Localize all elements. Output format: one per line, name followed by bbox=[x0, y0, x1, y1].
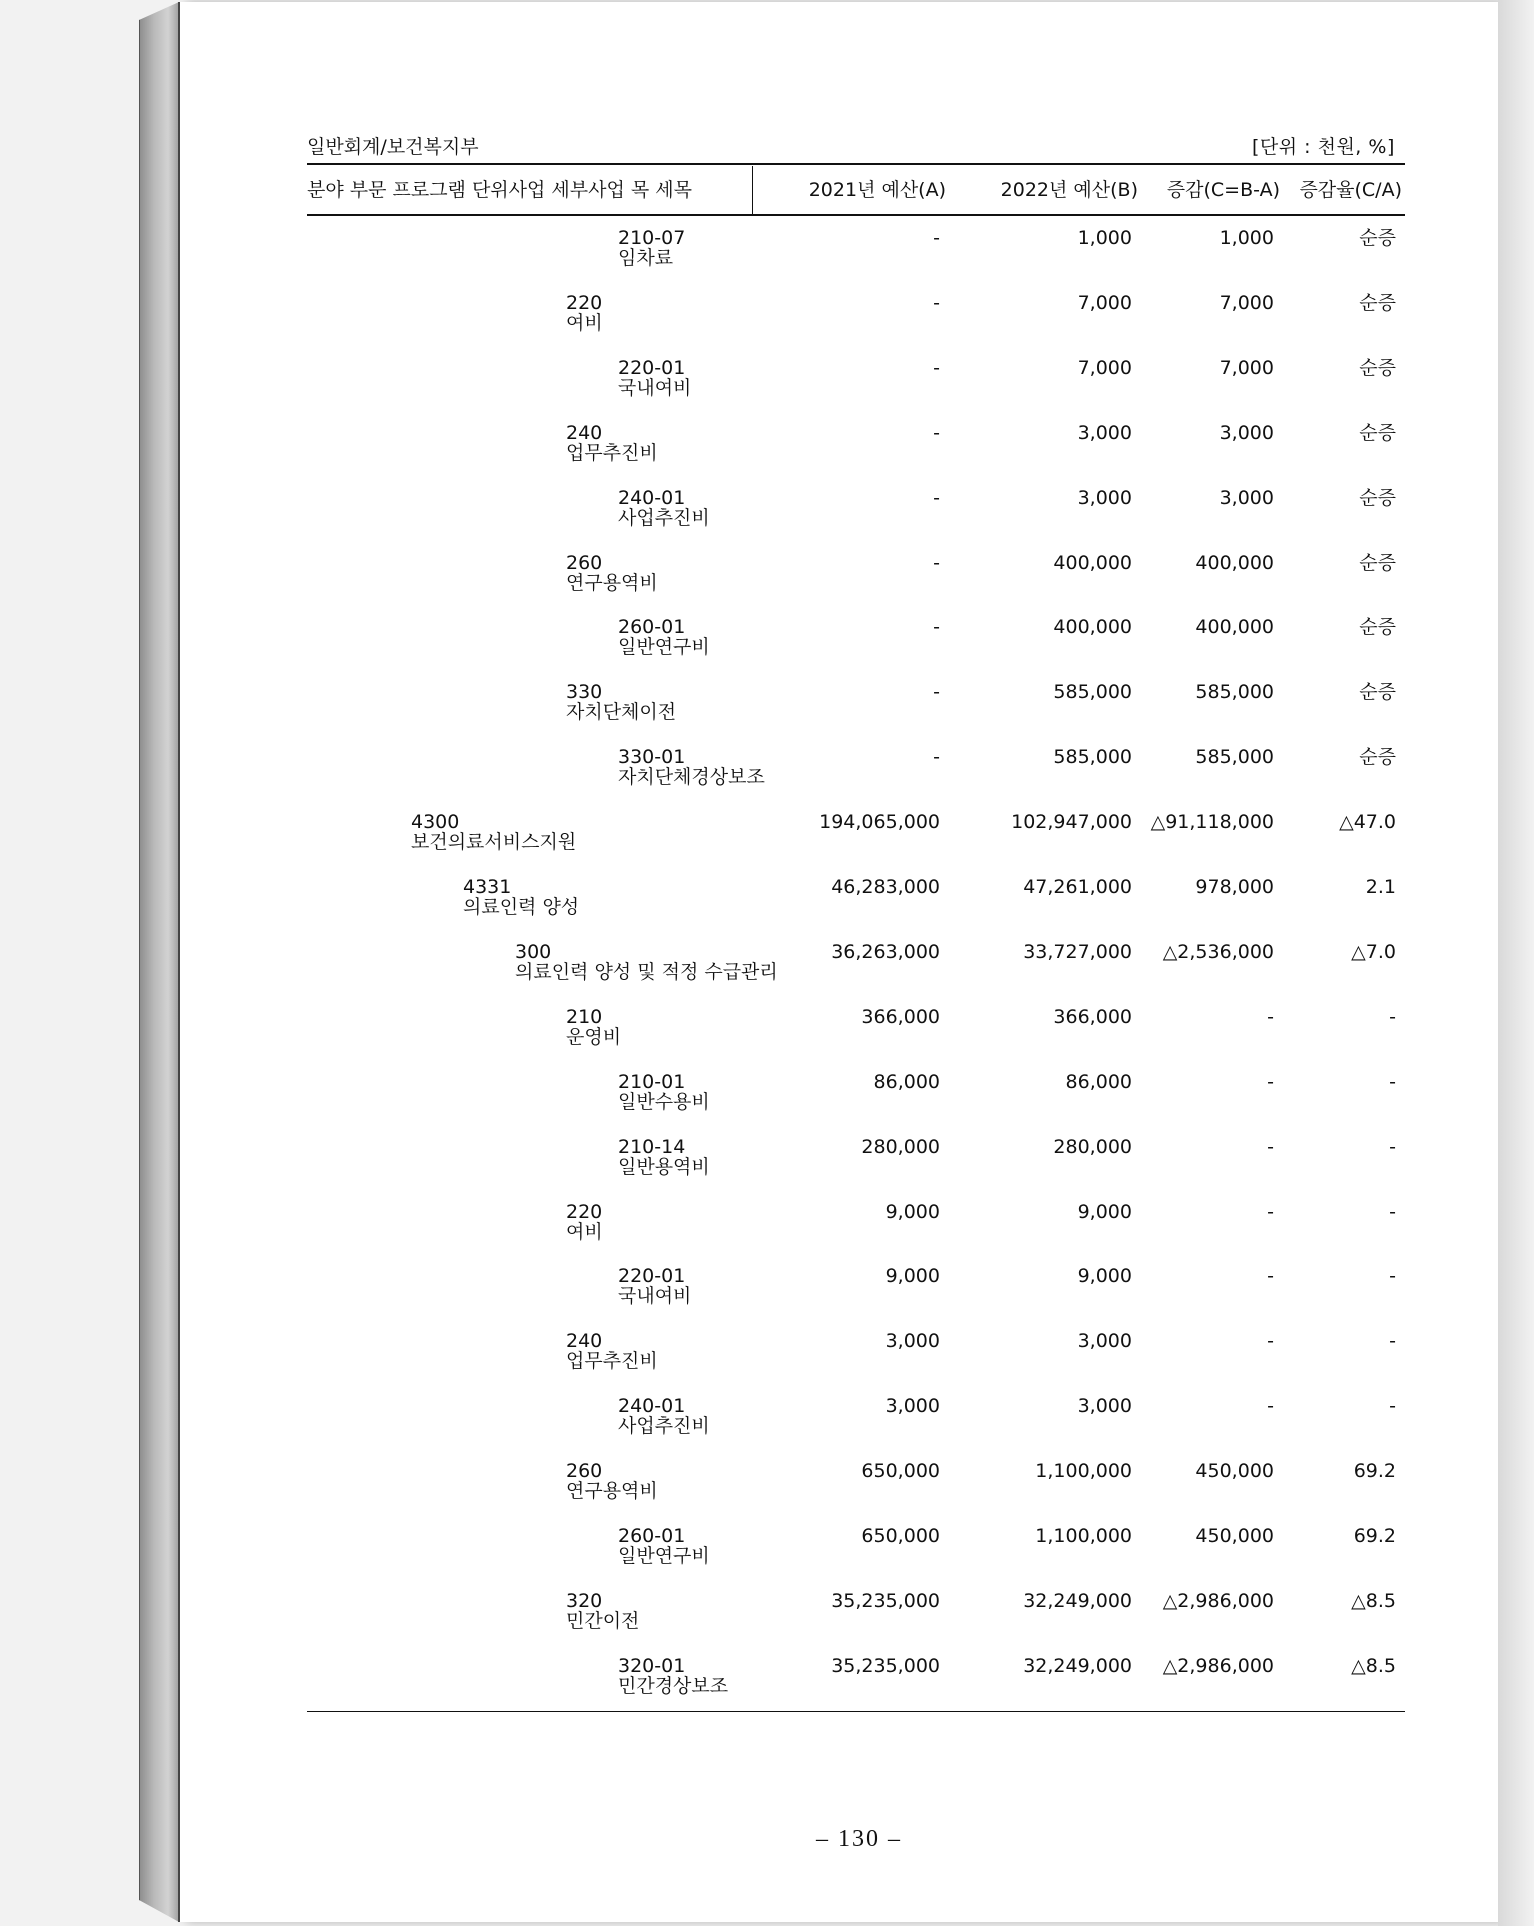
cell-change-rate: △8.5 bbox=[1351, 1654, 1396, 1677]
cell-change: 1,000 bbox=[1219, 227, 1274, 249]
row-name: 여비 bbox=[566, 1220, 603, 1243]
row-name: 여비 bbox=[566, 311, 603, 334]
column-header-change-rate: 증감율(C/A) bbox=[1299, 179, 1402, 201]
cell-change-rate: 순증 bbox=[1359, 616, 1396, 639]
cell-2021-budget: 3,000 bbox=[885, 1330, 940, 1353]
cell-2022-budget: 1,000 bbox=[1077, 227, 1132, 249]
row-name: 민간이전 bbox=[566, 1609, 640, 1632]
cell-change: 978,000 bbox=[1195, 876, 1274, 898]
cell-2022-budget: 32,249,000 bbox=[1023, 1589, 1132, 1612]
cell-2022-budget: 366,000 bbox=[1053, 1005, 1132, 1028]
row-name: 사업추진비 bbox=[618, 1415, 710, 1438]
cell-2022-budget: 9,000 bbox=[1077, 1200, 1132, 1223]
column-header-change: 증감(C=B-A) bbox=[1166, 179, 1280, 201]
cell-2021-budget: - bbox=[933, 486, 940, 509]
cell-change-rate: 순증 bbox=[1359, 681, 1396, 704]
cell-2022-budget: 1,100,000 bbox=[1035, 1525, 1132, 1547]
row-name: 국내여비 bbox=[618, 1285, 692, 1308]
cell-2022-budget: 3,000 bbox=[1077, 1395, 1132, 1418]
cell-2021-budget: 9,000 bbox=[885, 1200, 940, 1223]
row-name: 업무추진비 bbox=[566, 1350, 658, 1373]
cell-2021-budget: 46,283,000 bbox=[831, 876, 940, 898]
row-code: 210-01 bbox=[618, 1070, 686, 1093]
cell-change-rate: - bbox=[1389, 1395, 1396, 1418]
table-bottom-rule bbox=[307, 1711, 1405, 1712]
cell-change: 3,000 bbox=[1219, 486, 1274, 509]
row-code: 220-01 bbox=[618, 1265, 686, 1288]
cell-2021-budget: 86,000 bbox=[873, 1070, 940, 1093]
row-code: 4300 bbox=[411, 811, 460, 834]
cell-change-rate: - bbox=[1389, 1265, 1396, 1288]
ministry-header: 일반회계/보건복지부 bbox=[307, 136, 479, 158]
row-name: 업무추진비 bbox=[566, 441, 658, 464]
row-name: 보건의료서비스지원 bbox=[411, 831, 577, 854]
row-name: 사업추진비 bbox=[618, 506, 710, 529]
cell-change: - bbox=[1267, 1200, 1274, 1223]
column-header-category: 분야 부문 프로그램 단위사업 세부사업 목 세목 bbox=[307, 179, 692, 201]
row-code: 320-01 bbox=[618, 1654, 686, 1677]
cell-change: 400,000 bbox=[1195, 616, 1274, 639]
cell-2021-budget: 366,000 bbox=[861, 1005, 940, 1028]
row-code: 210-14 bbox=[618, 1135, 686, 1158]
cell-2022-budget: 47,261,000 bbox=[1023, 876, 1132, 898]
cell-change: 585,000 bbox=[1195, 746, 1274, 769]
column-header-2022: 2022년 예산(B) bbox=[1000, 179, 1138, 201]
cell-change-rate: - bbox=[1389, 1330, 1396, 1353]
cell-change-rate: 순증 bbox=[1359, 486, 1396, 509]
cell-2022-budget: 7,000 bbox=[1077, 356, 1132, 379]
cell-2022-budget: 400,000 bbox=[1053, 616, 1132, 639]
cell-change: 585,000 bbox=[1195, 681, 1274, 704]
row-name: 일반연구비 bbox=[618, 636, 710, 659]
cell-change-rate: 순증 bbox=[1359, 421, 1396, 444]
row-code: 260 bbox=[566, 551, 603, 574]
cell-change: 7,000 bbox=[1219, 356, 1274, 379]
cell-change-rate: 순증 bbox=[1359, 227, 1396, 249]
row-name: 의료인력 양성 및 적정 수급관리 bbox=[515, 960, 778, 983]
row-code: 210 bbox=[566, 1005, 603, 1028]
cell-2022-budget: 3,000 bbox=[1077, 486, 1132, 509]
row-name: 의료인력 양성 bbox=[463, 896, 580, 918]
cell-change: △2,986,000 bbox=[1162, 1654, 1274, 1677]
cell-2022-budget: 1,100,000 bbox=[1035, 1460, 1132, 1483]
cell-2022-budget: 86,000 bbox=[1065, 1070, 1132, 1093]
row-name: 자치단체이전 bbox=[566, 701, 677, 724]
row-name: 연구용역비 bbox=[566, 571, 658, 594]
cell-2021-budget: - bbox=[933, 681, 940, 704]
row-code: 330-01 bbox=[618, 746, 686, 769]
cell-change-rate: △7.0 bbox=[1351, 940, 1396, 963]
cell-change-rate: 2.1 bbox=[1365, 876, 1396, 898]
cell-change: 3,000 bbox=[1219, 421, 1274, 444]
row-code: 260 bbox=[566, 1460, 603, 1483]
cell-2022-budget: 280,000 bbox=[1053, 1135, 1132, 1158]
cell-2021-budget: 9,000 bbox=[885, 1265, 940, 1288]
page-number: – 130 – bbox=[816, 1826, 902, 1852]
cell-change: - bbox=[1267, 1005, 1274, 1028]
column-header-2021: 2021년 예산(A) bbox=[808, 179, 946, 201]
row-code: 240-01 bbox=[618, 486, 686, 509]
row-code: 220 bbox=[566, 291, 603, 314]
header-bottom-rule bbox=[307, 214, 1405, 216]
cell-2021-budget: 280,000 bbox=[861, 1135, 940, 1158]
cell-change: △2,986,000 bbox=[1162, 1589, 1274, 1612]
page-right-shadow bbox=[1498, 0, 1534, 1926]
row-code: 330 bbox=[566, 681, 603, 704]
row-name: 민간경상보조 bbox=[618, 1674, 729, 1697]
cell-2021-budget: 650,000 bbox=[861, 1525, 940, 1547]
cell-change-rate: △8.5 bbox=[1351, 1589, 1396, 1612]
cell-2021-budget: - bbox=[933, 356, 940, 379]
cell-change-rate: 69.2 bbox=[1353, 1525, 1396, 1547]
cell-2021-budget: 650,000 bbox=[861, 1460, 940, 1483]
cell-2021-budget: 36,263,000 bbox=[831, 940, 940, 963]
cell-change: - bbox=[1267, 1135, 1274, 1158]
row-code: 240-01 bbox=[618, 1395, 686, 1418]
cell-2021-budget: - bbox=[933, 291, 940, 314]
row-name: 일반수용비 bbox=[618, 1090, 710, 1113]
cell-change-rate: 순증 bbox=[1359, 746, 1396, 769]
cell-change: 450,000 bbox=[1195, 1525, 1274, 1547]
row-name: 일반연구비 bbox=[618, 1545, 710, 1567]
row-name: 연구용역비 bbox=[566, 1480, 658, 1503]
row-code: 240 bbox=[566, 421, 603, 444]
row-code: 4331 bbox=[463, 876, 512, 898]
cell-change: - bbox=[1267, 1395, 1274, 1418]
cell-2021-budget: 194,065,000 bbox=[819, 811, 940, 834]
cell-change-rate: 69.2 bbox=[1353, 1460, 1396, 1483]
cell-2022-budget: 585,000 bbox=[1053, 681, 1132, 704]
cell-change: 7,000 bbox=[1219, 291, 1274, 314]
cell-2021-budget: - bbox=[933, 551, 940, 574]
cell-2022-budget: 102,947,000 bbox=[1011, 811, 1132, 834]
cell-2021-budget: - bbox=[933, 227, 940, 249]
cell-change-rate: - bbox=[1389, 1135, 1396, 1158]
cell-2022-budget: 7,000 bbox=[1077, 291, 1132, 314]
cell-2021-budget: - bbox=[933, 616, 940, 639]
cell-2021-budget: 35,235,000 bbox=[831, 1654, 940, 1677]
cell-2022-budget: 32,249,000 bbox=[1023, 1654, 1132, 1677]
cell-change-rate: - bbox=[1389, 1070, 1396, 1093]
cell-2022-budget: 9,000 bbox=[1077, 1265, 1132, 1288]
row-code: 220-01 bbox=[618, 356, 686, 379]
cell-change: - bbox=[1267, 1070, 1274, 1093]
cell-2022-budget: 585,000 bbox=[1053, 746, 1132, 769]
cell-change-rate: 순증 bbox=[1359, 551, 1396, 574]
cell-change-rate: - bbox=[1389, 1005, 1396, 1028]
cell-change-rate: 순증 bbox=[1359, 356, 1396, 379]
cell-2021-budget: 35,235,000 bbox=[831, 1589, 940, 1612]
row-name: 국내여비 bbox=[618, 376, 692, 399]
row-code: 300 bbox=[515, 940, 552, 963]
page-edge bbox=[178, 2, 180, 1922]
cell-change: △91,118,000 bbox=[1150, 811, 1274, 834]
cell-change: - bbox=[1267, 1265, 1274, 1288]
cell-2022-budget: 3,000 bbox=[1077, 421, 1132, 444]
cell-change: 400,000 bbox=[1195, 551, 1274, 574]
cell-change: △2,536,000 bbox=[1162, 940, 1274, 963]
cell-change-rate: - bbox=[1389, 1200, 1396, 1223]
row-code: 210-07 bbox=[618, 227, 686, 249]
cell-2021-budget: - bbox=[933, 421, 940, 444]
row-code: 240 bbox=[566, 1330, 603, 1353]
row-code: 260-01 bbox=[618, 616, 686, 639]
cell-change: 450,000 bbox=[1195, 1460, 1274, 1483]
cell-2022-budget: 33,727,000 bbox=[1023, 940, 1132, 963]
row-name: 자치단체경상보조 bbox=[618, 766, 765, 789]
unit-label: [단위 : 천원, %] bbox=[1252, 136, 1395, 158]
row-code: 260-01 bbox=[618, 1525, 686, 1547]
cell-change-rate: △47.0 bbox=[1339, 811, 1396, 834]
cell-2021-budget: 3,000 bbox=[885, 1395, 940, 1418]
cell-2021-budget: - bbox=[933, 746, 940, 769]
row-name: 운영비 bbox=[566, 1025, 622, 1048]
row-name: 일반용역비 bbox=[618, 1155, 710, 1178]
table-top-rule bbox=[307, 163, 1405, 165]
cell-2022-budget: 3,000 bbox=[1077, 1330, 1132, 1353]
row-code: 320 bbox=[566, 1589, 603, 1612]
row-code: 220 bbox=[566, 1200, 603, 1223]
column-separator bbox=[752, 166, 753, 216]
cell-2022-budget: 400,000 bbox=[1053, 551, 1132, 574]
book-binding bbox=[139, 2, 180, 1922]
row-name: 임차료 bbox=[618, 247, 674, 269]
cell-change-rate: 순증 bbox=[1359, 291, 1396, 314]
cell-change: - bbox=[1267, 1330, 1274, 1353]
